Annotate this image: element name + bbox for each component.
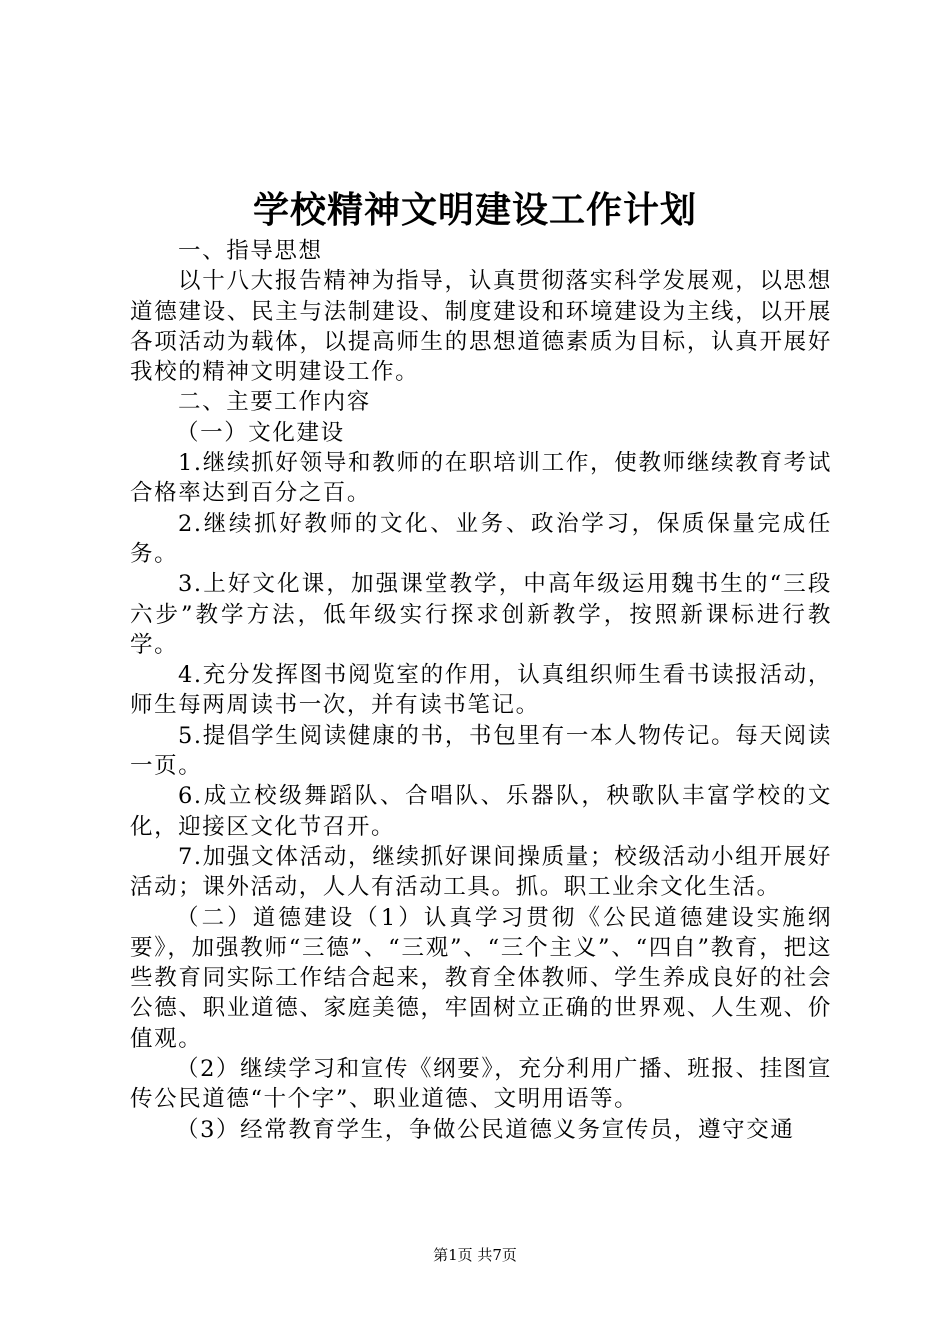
paragraph: （2）继续学习和宣传《纲要》，充分利用广播、班报、挂图宣传公民道德“十个字”、职业道德、文明用语等。 (130, 1056, 832, 1113)
paragraph: 2.继续抓好教师的文化、业务、政治学习，保质保量完成任务。 (130, 510, 832, 567)
paragraph: 7.加强文体活动，继续抓好课间操质量；校级活动小组开展好活动；课外活动，人人有活动工具。抓。职工业余文化生活。 (130, 843, 832, 901)
document-title: 学校精神文明建设工作计划 (252, 189, 697, 231)
paragraph: 5.提倡学生阅读健康的书，书包里有一本人物传记。每天阅读一页。 (130, 722, 832, 780)
paragraph: （3）经常教育学生，争做公民道德义务宣传员，遵守交通 (176, 1116, 795, 1143)
paragraph: （二）道德建设（1）认真学习贯彻《公民道德建设实施纲要》，加强教师“三德”、“三观”、“三个主义”、“四自”教育，把这些教育同实际工作结合起来，教育全体教师、学生养成良好的社会公德、职业道德、家庭美德，牢固树立正确的世界观、人生观、价值观。 (130, 904, 832, 1052)
paragraph: 以十八大报告精神为指导，认真贯彻落实科学发展观，以思想道德建设、民主与法制建设、制度建设和环境建设为主线，以开展各项活动为载体，以提高师生的思想道德素质为目标，认真开展好我校的精神文明建设工作。 (130, 268, 832, 386)
paragraph: 4.充分发挥图书阅览室的作用，认真组织师生看书读报活动，师生每两周读书一次，并有读书笔记。 (130, 662, 832, 719)
paragraph: 1.继续抓好领导和教师的在职培训工作，使教师继续教育考试合格率达到百分之百。 (130, 450, 832, 507)
paragraph: 6.成立校级舞蹈队、合唱队、乐器队，秧歌队丰富学校的文化，迎接区文化节召开。 (130, 783, 832, 840)
section-heading: 二、主要工作内容 (178, 389, 371, 416)
paragraph: 3.上好文化课，加强课堂教学，中高年级运用魏书生的“三段六步”教学方法，低年级实行探求创新教学，按照新课标进行教学。 (130, 571, 832, 658)
document-body (130, 236, 832, 1145)
page-footer: 第1页 共7页 (433, 1246, 517, 1264)
section-heading: 一、指导思想 (178, 238, 323, 264)
subsection-heading: （一）文化建设 (176, 419, 345, 446)
